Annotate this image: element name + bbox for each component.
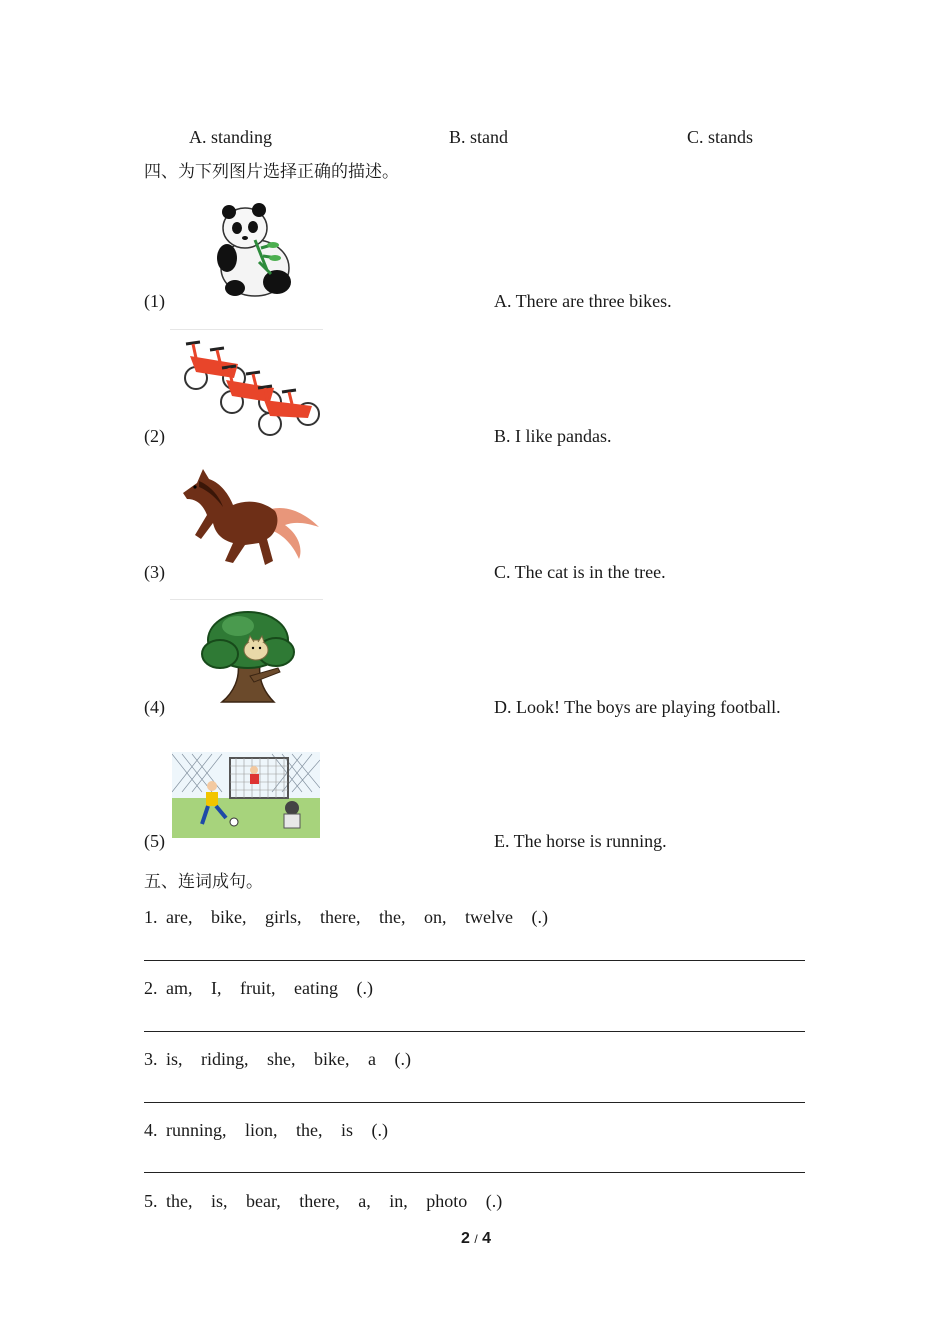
choice-a: A. There are three bikes. <box>494 291 672 311</box>
word: is, <box>211 1191 228 1211</box>
sentence-number: 1. <box>144 907 158 927</box>
choice-c: C. The cat is in the tree. <box>494 562 666 582</box>
page-number <box>461 1230 491 1248</box>
sentence-number: 4. <box>144 1120 158 1140</box>
sentence-number: 5. <box>144 1191 158 1211</box>
choice-d: D. Look! The boys are playing football. <box>494 697 781 717</box>
word: riding, <box>201 1049 249 1069</box>
word: (.) <box>356 978 373 998</box>
word: on, <box>423 907 447 927</box>
word: fruit, <box>240 978 276 998</box>
current-page: 2 <box>461 1230 470 1247</box>
sentence-number: 2. <box>144 978 158 998</box>
word: (.) <box>394 1049 412 1069</box>
word: twelve <box>464 907 513 927</box>
total-pages: 4 <box>482 1230 492 1247</box>
horse-picture <box>175 465 323 580</box>
word: the, <box>378 907 406 927</box>
word: bike, <box>314 1049 350 1069</box>
football-picture <box>172 752 320 838</box>
sentence-3 <box>144 1048 411 1070</box>
choice-e: E. The horse is running. <box>494 831 667 851</box>
bikes-picture <box>180 336 320 440</box>
image-frame-line <box>170 599 323 600</box>
word: a, <box>358 1191 371 1211</box>
word: in, <box>389 1191 408 1211</box>
section5-heading: 五、连词成句。 <box>144 872 263 892</box>
word: photo <box>426 1191 468 1211</box>
word: bear, <box>246 1191 281 1211</box>
word: girls, <box>264 907 302 927</box>
word: I, <box>211 978 222 998</box>
word: eating <box>294 978 338 998</box>
choice-b: B. I like pandas. <box>494 426 612 446</box>
word: the, <box>166 1191 193 1211</box>
item4-number: (4) <box>144 697 165 717</box>
section4-heading: 四、为下列图片选择正确的描述。 <box>144 162 399 182</box>
word: bike, <box>210 907 247 927</box>
option-c-stands: C. stands <box>687 127 754 147</box>
option-b-stand: B. stand <box>449 127 509 147</box>
sentence-4 <box>144 1119 388 1141</box>
word: (.) <box>371 1120 389 1140</box>
word: there, <box>320 907 361 927</box>
word: running, <box>166 1120 227 1140</box>
option-a-standing: A. standing <box>189 127 272 147</box>
answer-line-3[interactable] <box>144 1102 805 1103</box>
sentence-number: 3. <box>144 1049 158 1069</box>
cat-in-tree-picture <box>198 606 298 706</box>
word: is <box>341 1120 354 1140</box>
sentence-2 <box>144 977 373 999</box>
sentence-1 <box>144 906 548 928</box>
word: is, <box>166 1049 183 1069</box>
item3-number: (3) <box>144 562 165 582</box>
word: am, <box>166 978 193 998</box>
answer-line-4[interactable] <box>144 1172 805 1173</box>
item1-number: (1) <box>144 291 165 311</box>
item5-number: (5) <box>144 831 165 851</box>
word: there, <box>299 1191 340 1211</box>
word: (.) <box>485 1191 503 1211</box>
word: are, <box>166 907 193 927</box>
sentence-5 <box>144 1190 502 1212</box>
word: lion, <box>245 1120 278 1140</box>
item2-number: (2) <box>144 426 165 446</box>
page-separator: / <box>474 1232 478 1246</box>
word: (.) <box>531 907 548 927</box>
answer-line-1[interactable] <box>144 960 805 961</box>
image-frame-line <box>170 329 323 330</box>
word: she, <box>267 1049 296 1069</box>
word: a <box>368 1049 377 1069</box>
panda-picture <box>205 200 300 300</box>
answer-line-2[interactable] <box>144 1031 805 1032</box>
word: the, <box>296 1120 323 1140</box>
